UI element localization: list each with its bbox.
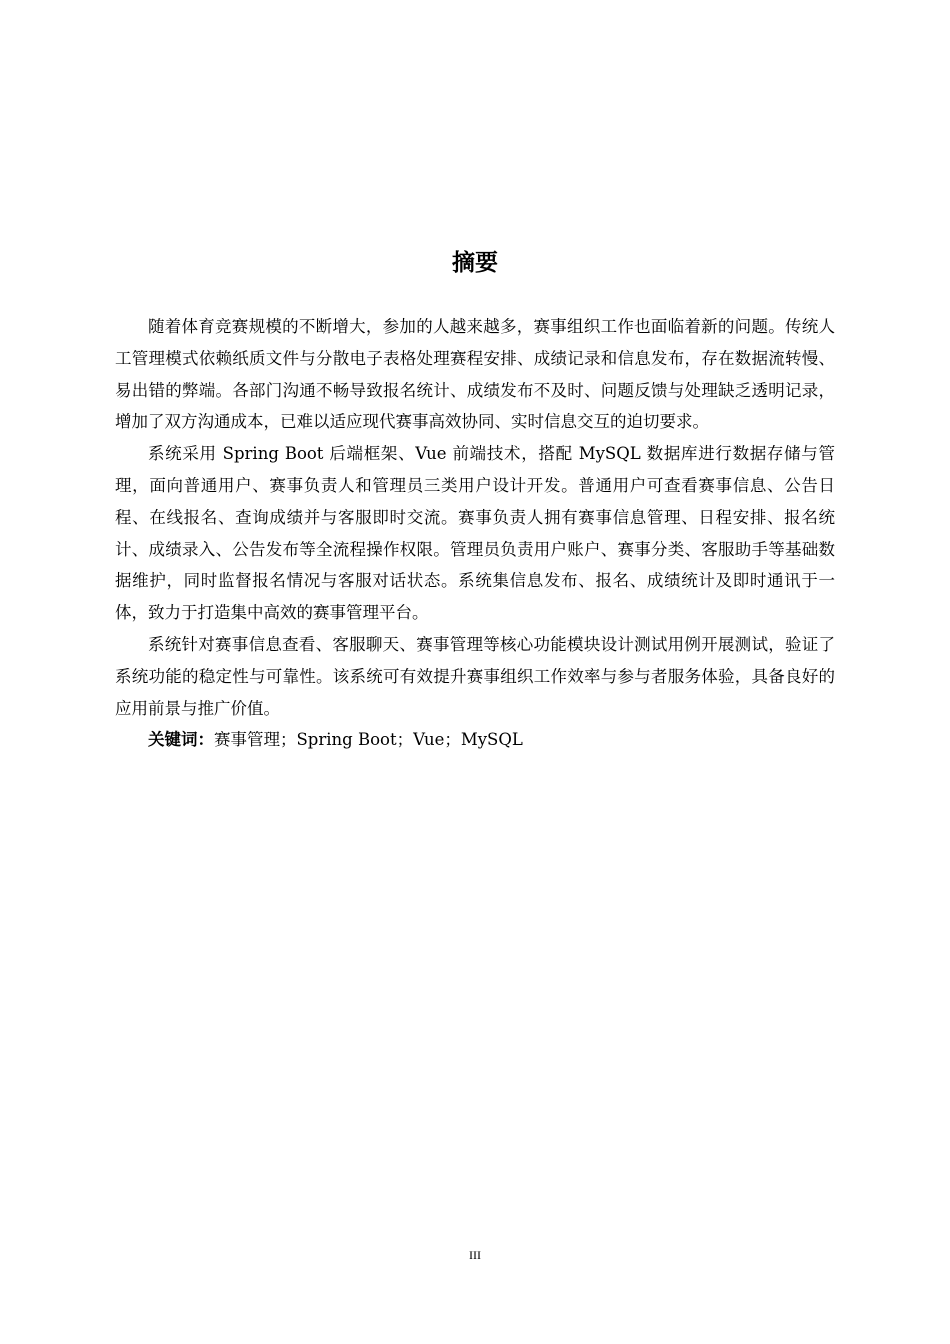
abstract-body (115, 311, 835, 756)
abstract-paragraph-2: 系统采用 Spring Boot 后端框架、Vue 前端技术，搭配 MySQL 数据库进行数据存储与管理，面向普通用户、赛事负责人和管理员三类用户设计开发。普通用户可查看赛事信息、公告日程、在线报名、查询成绩并与客服即时交流。赛事负责人拥有赛事信息管理、日程安排、报名统计、成绩录入、公告发布等全流程操作权限。管理员负责用户账户、赛事分类、客服助手等基础数据维护，同时监督报名情况与客服对话状态。系统集信息发布、报名、成绩统计及即时通讯于一体，致力于打造集中高效的赛事管理平台。 (115, 444, 835, 623)
keywords-label: 关键词： (148, 730, 214, 750)
abstract-paragraph-3: 系统针对赛事信息查看、客服聊天、赛事管理等核心功能模块设计测试用例开展测试，验证了系统功能的稳定性与可靠性。该系统可有效提升赛事组织工作效率与参与者服务体验，具备良好的应用前景与推广价值。 (115, 634, 835, 718)
abstract-title: 摘要 (452, 250, 498, 276)
page-number: III (469, 1248, 481, 1262)
keywords-line (115, 724, 835, 756)
keywords-text: 赛事管理；Spring Boot；Vue；MySQL (214, 730, 523, 750)
abstract-paragraph-1: 随着体育竞赛规模的不断增大，参加的人越来越多，赛事组织工作也面临着新的问题。传统人工管理模式依赖纸质文件与分散电子表格处理赛程安排、成绩记录和信息发布，存在数据流转慢、易出错的弊端。各部门沟通不畅导致报名统计、成绩发布不及时、问题反馈与处理缺乏透明记录，增加了双方沟通成本，已难以适应现代赛事高效协同、实时信息交互的迫切要求。 (115, 317, 835, 432)
